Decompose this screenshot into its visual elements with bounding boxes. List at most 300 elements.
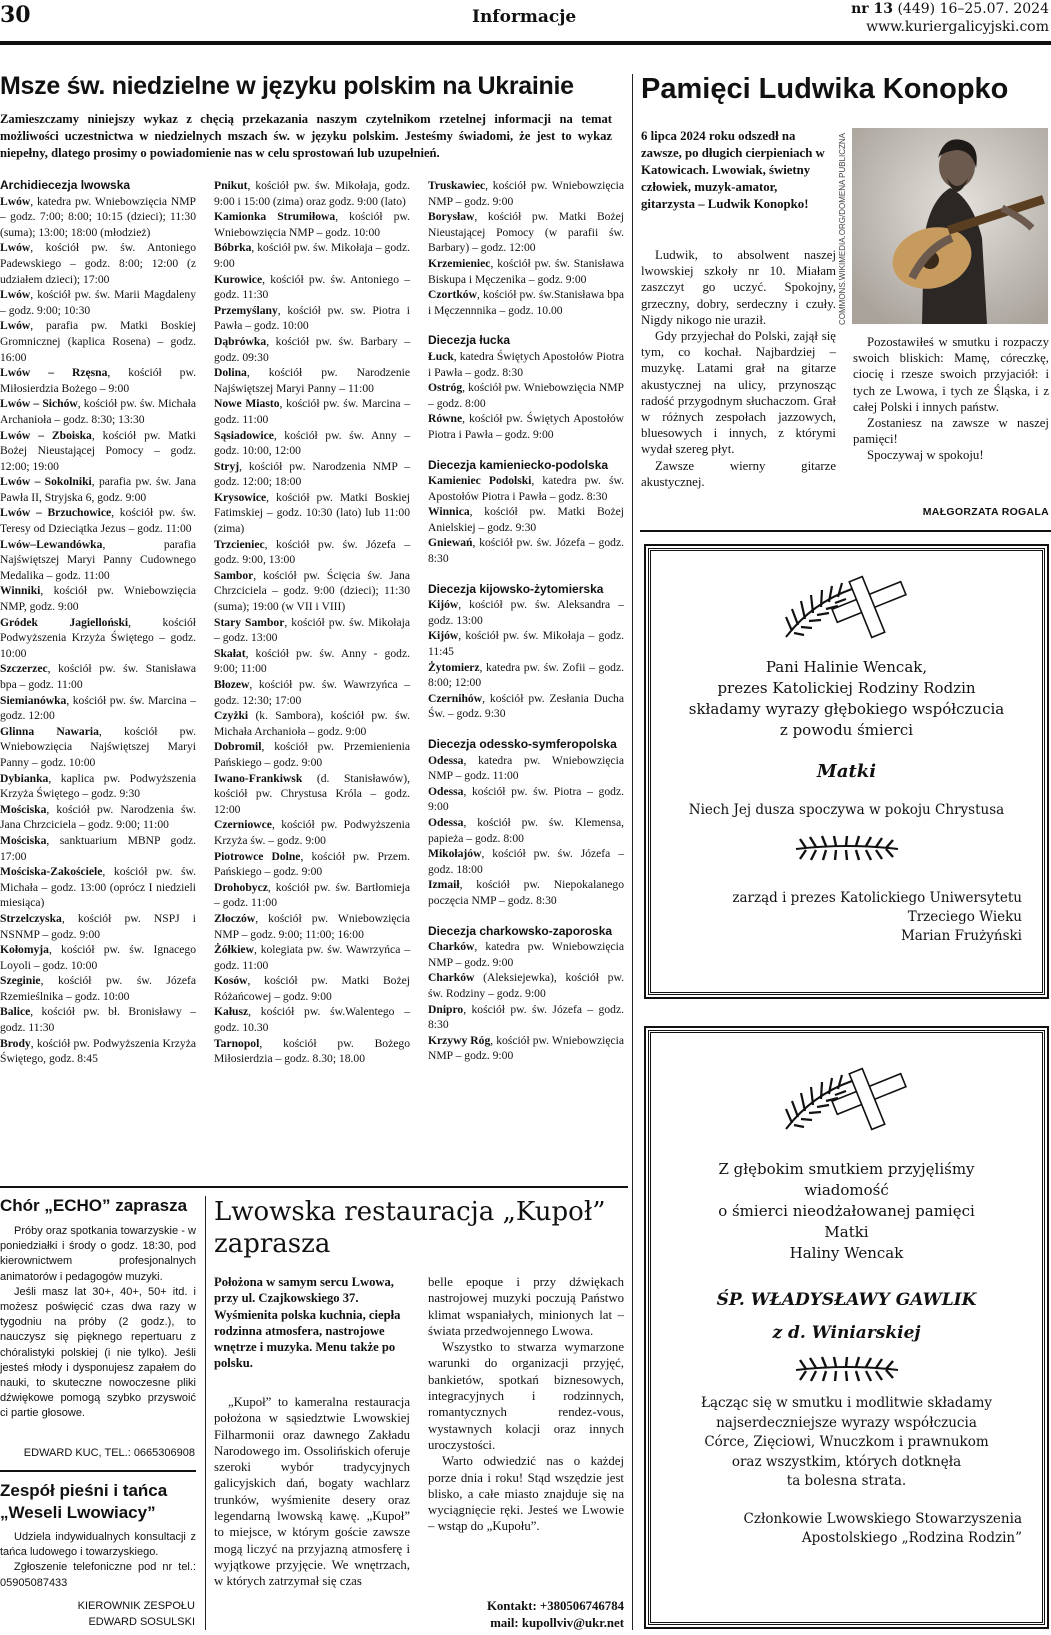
signature-line: Apostolskiego „Rodzina Rodzin” <box>801 1530 1022 1546</box>
mass-details: , kolegiata pw. św. Wawrzyńca – godz. 11:00 <box>214 943 410 972</box>
mass-entry <box>214 911 410 942</box>
mass-details: , kościół Podwyższenia Krzyża Świętego – godz. 10:00 <box>0 615 196 660</box>
ensemble-paragraph: Udziela indywidualnych konsultacji z tańca ludowego i towarzyskiego. <box>0 1531 196 1559</box>
mass-entry <box>428 473 624 504</box>
mass-place: Dolina <box>214 366 247 380</box>
mass-entry <box>214 817 410 848</box>
mass-place: Lwów–Lewandówka <box>0 537 103 551</box>
masses-column-2 <box>214 178 410 1067</box>
diocese-heading: Diecezja kijowsko-żytomierska <box>428 581 604 596</box>
mass-place: Kałusz <box>214 1005 249 1019</box>
ensemble-sign-line: EDWARD SOSULSKI <box>88 1616 195 1628</box>
mass-place: Odessa <box>428 784 464 798</box>
condolence-1-prayer: Niech Jej dusza spoczywa w pokoju Chrystusa <box>688 802 1005 818</box>
signature-line: Trzeciego Wieku <box>907 909 1022 925</box>
mass-place: Mościska <box>0 802 47 816</box>
mass-place: Stryj <box>214 459 240 473</box>
mass-place: Lwów <box>0 319 31 333</box>
mass-details: , kościół pw. Matki Bożej Różańcowej – godz. 9:00 <box>214 974 410 1003</box>
palm-cross-icon <box>782 1065 912 1137</box>
spacer <box>428 722 624 733</box>
restaurant-phone: Kontakt: +380506746784 <box>486 1599 624 1613</box>
mass-entry <box>428 380 624 411</box>
masses-intro: Zamieszczamy niniejszy wykaz z chęcią przekazania naszym czytelnikom rzetelnej informacji na temat możliwości uczestnictwa w niedzielnych mszach św. w języku polskim. Jesteśmy świadomi, że jest to wykaz niepełny, dlatego prosimy o powiadomienie nas w celu sprostowań lub uzupełnień. <box>0 112 612 160</box>
mass-entry <box>0 1036 196 1067</box>
signature-line: zarząd i prezes Katolickiego Uniwersytetu <box>732 890 1022 906</box>
condolence-2-body: najserdeczniejsze wyrazy współczucia <box>716 1414 977 1431</box>
mass-details: , parafia Najświętszej Maryi Panny Cudownego Medalika – godz. 11:00 <box>0 537 196 582</box>
mass-entry <box>0 973 196 1004</box>
mass-details: , kościół pw. św. Józefa – godz. 8:30 <box>428 536 624 566</box>
mass-place: Kurowice <box>214 272 263 286</box>
mass-details: , kościół pw. św. Stanisława bpa – godz. 11:00 <box>0 662 196 691</box>
mass-entry <box>214 568 410 615</box>
mass-place: Sambor <box>214 568 254 582</box>
mass-details: , kościół pw. św. Klemensa, papieża – godz. 8:00 <box>428 815 624 845</box>
mass-place: Łuck <box>428 349 454 363</box>
mass-details: , kościół pw. Matki Bożej Anielskiej – godz. 9:30 <box>428 505 624 534</box>
restaurant-lead: Położona w samym sercu Lwowa, przy ul. Czajkowskiego 37. Wyśmienita polska kuchnia, ciepła rodzinna atmosfera, nastrojowe wnętrze i muzyka. Menu także po polsku. <box>214 1275 401 1371</box>
page-number: 30 <box>0 2 31 28</box>
mass-place: Czernihów <box>428 691 483 705</box>
condolence-2-line: Z głębokim smutkiem przyjęliśmy <box>718 1160 975 1178</box>
mass-details: , kościół pw. Podwyższenia Krzyża Świętego, godz. 8:45 <box>0 1036 196 1066</box>
mass-entry <box>428 1002 624 1033</box>
condolence-1-line: z powodu śmierci <box>779 721 914 739</box>
mass-details: , kościół pw. bł. Bronisławy – godz. 11:30 <box>0 1005 196 1035</box>
mass-details: , kościół pw. św. Marcina – godz. 12:00 <box>0 693 196 723</box>
diocese-heading: Diecezja kamieniecko-podolska <box>428 457 609 472</box>
mass-details: , kościół pw. Narodzenie Najświętszej Maryi Panny – 11:00 <box>214 366 410 395</box>
mass-details: , katedra pw. św. Apostołów Piotra i Pawła – godz. 8:30 <box>428 474 624 503</box>
mass-place: Kołomyja <box>0 943 49 957</box>
mass-details: , kościół pw. św. Michała Archanioła – godz. 8:30; 13:30 <box>0 397 196 426</box>
mass-entry <box>428 535 624 566</box>
memorial-bottom-rule <box>640 530 1051 532</box>
mass-details: , kościół pw. Matki Bożej Nieustającej Pomocy – godz. 12:00; 19:00 <box>0 428 196 473</box>
spacer <box>428 318 624 329</box>
mass-details: , kościół pw. sw. Piotra i Pawła – godz. 10:00 <box>214 303 410 333</box>
mass-place: Drohobycz <box>214 880 268 894</box>
mass-details: , kościół pw. Wniebowzięcia NMP – godz. 10:00 <box>214 210 410 239</box>
choir-body <box>0 1224 196 1422</box>
condolence-2-line: o śmierci nieodżałowanej pamięci <box>718 1202 975 1220</box>
guitarist-image <box>852 128 1048 324</box>
mass-entry <box>214 537 410 568</box>
small-column-divider <box>205 1196 206 1630</box>
mass-entry <box>214 739 410 770</box>
restaurant-title: Lwowska restauracja „Kupoł” zaprasza <box>214 1197 606 1259</box>
mass-place: Przemyślany <box>214 303 278 317</box>
mass-place: Lwów – Rzęsna <box>0 366 108 380</box>
mass-entry <box>214 615 410 646</box>
mass-details: (Aleksiejewka), kościół pw. św. Rodziny – godz. 9:00 <box>428 971 624 1000</box>
mass-place: Gródek Jagielloński <box>0 615 129 629</box>
mass-entry <box>428 970 624 1001</box>
mass-details: , kościół pw. św. Józefa – godz. 8:30 <box>428 1002 624 1032</box>
mass-place: Krzywy Róg <box>428 1033 491 1047</box>
issue-date: (449) 16–25.07. 2024 <box>897 1 1049 17</box>
mass-entry <box>428 209 624 256</box>
mass-entry <box>214 209 410 240</box>
mass-entry <box>428 877 624 908</box>
palm-branch-icon <box>792 1356 902 1382</box>
mass-details: , kościół pw. św. Marii Magdaleny – godz. 9:00; 10:30 <box>0 288 196 317</box>
diocese-heading: Diecezja charkowsko-zaporoska <box>428 923 613 938</box>
mass-place: Winnica <box>428 505 470 519</box>
ensemble-title: Zespół pieśni i tańca „Weseli Lwowiacy” <box>0 1481 168 1522</box>
restaurant-body-1: „Kupoł” to kameralna restauracja położona w sąsiedztwie Lwowskiej Filharmonii oraz dawnego Zakładu Narodowego im. Ossolińskich oferuje szeroki wybór tradycyjnych galicyjskich dań, bogaty wachlarz trunków, wyśmienite desery oraz legendarną lwowską kawę. „Kupoł” to miejsce, w którym goście zawsze mogą liczyć na przyjazną atmosferę i wyjątkowe przyjęcie. We wnętrzach, w których zatrzymał się czas <box>214 1395 410 1589</box>
mass-details: , kaplica pw. Podwyższenia Krzyża Świętego – godz. 9:30 <box>0 771 196 801</box>
condolence-1-line: składamy wyrazy głębokiego współczucia <box>688 700 1005 718</box>
header-rule <box>0 41 1051 45</box>
mass-details: , kościół pw. Narodzenia św. Jana Chrzciciela – godz. 9:00; 11:00 <box>0 802 196 832</box>
mass-place: Mościska-Zakościele <box>0 865 103 879</box>
mass-place: Czyżki <box>214 709 249 723</box>
mass-place: Lwów <box>0 288 31 302</box>
column-divider <box>632 74 633 1630</box>
memorial-lead: 6 lipca 2024 roku odszedł na zawsze, po długich cierpieniach w Katowicach. Lwowiak, świetny człowiek, muzyk-amator, gitarzysta – Ludwik Konopko! <box>641 129 825 211</box>
mass-details: , parafia pw. Matki Boskiej Gromnicznej (kaplica Rosena) – godz. 16:00 <box>0 319 196 364</box>
condolence-2-line: Haliny Wencak <box>789 1244 904 1262</box>
mass-details: , kościół pw. św. Marcina – godz. 11:00 <box>214 397 411 426</box>
memorial-title: Pamięci Ludwika Konopko <box>641 73 1009 105</box>
mass-entry <box>428 178 624 209</box>
mass-place: Tarnopol <box>214 1036 260 1050</box>
mass-place: Charków <box>428 971 475 985</box>
mass-place: Lwów <box>0 241 31 255</box>
mass-details: , kościół pw. św. Mikołaja – godz. 11:45 <box>428 629 624 659</box>
masses-column-1 <box>0 178 196 1067</box>
mass-place: Gniewań <box>428 536 473 550</box>
memorial-paragraph: Zostaniesz na zawsze w naszej pamięci! <box>853 416 1049 447</box>
mass-details: (k. Sambora), kościół pw. św. Michała Archanioła – godz. 9:00 <box>214 709 410 738</box>
section-divider <box>0 1186 628 1188</box>
spacer <box>428 567 624 578</box>
mass-entry <box>428 287 624 318</box>
mass-place: Szczerzec <box>0 662 48 676</box>
mass-entry <box>0 240 196 287</box>
mass-place: Brody <box>0 1036 31 1050</box>
mass-details: , kościół pw. św. Ignacego Loyoli – godz. 10:00 <box>0 943 196 972</box>
mass-details: , kościół pw. Narodzenia NMP – godz. 12:00; 18:00 <box>214 459 410 489</box>
mass-entry <box>428 939 624 970</box>
mass-details: , kościół pw. Przemienienia Pańskiego – godz. 9:00 <box>214 740 410 769</box>
mass-place: Balice <box>0 1005 31 1019</box>
mass-place: Kijów <box>428 629 459 643</box>
mass-entry <box>214 973 410 1004</box>
condolence-2-line: Matki <box>824 1223 869 1241</box>
mass-entry <box>0 365 196 396</box>
mass-details: , kościół pw. Matki Bożej Nieustającej Pomocy (w parafii św. Barbary) – godz. 12:00 <box>428 210 624 255</box>
mass-place: Winniki <box>0 584 41 598</box>
mass-details: , kościół pw. św. Mikołaja – godz. 9:00 <box>214 241 410 270</box>
mass-entry <box>0 724 196 771</box>
mass-details: , kościół pw. św. Mikołaja, godz. 9:00 i 15:00 (zima) oraz godz. 9:00 (lato) <box>214 179 410 208</box>
mass-entry <box>428 628 624 659</box>
mass-place: Lwów – Sichów <box>0 397 78 411</box>
ensemble-sign-line: KIEROWNIK ZESPOŁU <box>77 1600 195 1612</box>
mass-entry <box>0 1004 196 1035</box>
mass-details: , katedra pw. św. Zofii – godz. 8:00; 12:00 <box>428 660 624 690</box>
mass-entry <box>428 411 624 442</box>
choir-title: Chór „ECHO” zaprasza <box>0 1196 188 1215</box>
mass-entry <box>214 646 410 677</box>
mass-place: Mikołajów <box>428 847 482 861</box>
mass-entry <box>214 428 410 459</box>
memorial-author: MAŁGORZATA ROGALA <box>922 506 1049 518</box>
issue-info <box>851 0 1049 36</box>
mass-place: Lwów <box>0 194 31 208</box>
choir-paragraph: Jeśli masz lat 30+, 40+, 50+ itd. i możesz poświęcić czas dwa razy w tygodniu na próby (2 godz.), to nauczysz się pięknego repertuaru z chóralistyki polskiej (i nie tylko). Jeśli jesteś młody i dysponujesz zapałem do nauki, to skuteczne nowoczesne pliki dźwiękowe pomogą szybko przyswoić ci partie głosowe. <box>0 1285 196 1420</box>
memorial-paragraph: Ludwik, to absolwent naszej lwowskiej szkoły nr 10. Miałam zaszczyt go uczyć. Spokojny, grzeczny, dobry, serdeczny i czuły. Nigdy nikogo nie uraził. <box>641 248 836 327</box>
mass-details: , kościół pw. św. Piotra – godz. 9:00 <box>428 784 624 814</box>
mass-entry <box>428 815 624 846</box>
mass-place: Nowe Miasto <box>214 397 280 411</box>
mass-details: , katedra pw. Wniebowzięcia NMP – godz. 9:00 <box>428 940 624 969</box>
mass-details: , kościół pw. NSPJ i NSNMP – godz. 9:00 <box>0 911 196 941</box>
mass-details: , kościół pw. św. Mikołaja – godz. 13:00 <box>214 615 410 645</box>
mass-entry <box>428 784 624 815</box>
mass-entry <box>214 849 410 880</box>
mass-entry <box>428 660 624 691</box>
mass-details: , kościół pw. św.Walentego – godz. 10.30 <box>214 1005 410 1035</box>
restaurant-paragraph: Warto odwiedzić nas o każdej porze dnia i roku! Stąd wszędzie jest blisko, a całe miasto znajduje się na wyciągnięcie ręki. Jesteś we Lwowie – wstąp do „Kupołu”. <box>428 1454 624 1534</box>
mass-place: Strzelczyska <box>0 911 62 925</box>
restaurant-paragraph: belle epoque i przy dźwiękach nastrojowej muzyki poczują Państwo klimat wspaniałych, minionych lat – świata przedwojennego Lwowa. <box>428 1275 624 1338</box>
mass-place: Dybianka <box>0 771 49 785</box>
mass-entry <box>428 349 624 380</box>
mass-place: Kamionka Strumiłowa <box>214 210 336 224</box>
memorial-paragraph: Gdy przyjechał do Polski, zajął się tym, co kochał. Najbardziej – muzykę. Latami grał na gitarze akustycznej na ulicy, przynosząc radość przygodnym słuchaczom. Grał w różnych zespołach jazzowych, bluesowych i innych, z którymi wydał szereg płyt. <box>641 329 836 457</box>
deceased-maiden-name: z d. Winiarskiej <box>772 1323 921 1343</box>
mass-entry <box>214 178 410 209</box>
mass-details: , kościół pw. św. Anny - godz. 9:00; 11:00 <box>214 646 410 676</box>
ensemble-signature <box>78 1598 195 1630</box>
mass-details: , parafia pw. św. Jana Pawła II, Stryjska 6, godz. 9:00 <box>0 475 196 504</box>
mass-place: Glinna Nawaria <box>0 724 99 738</box>
mass-entry <box>214 880 410 911</box>
mass-entry <box>214 303 410 334</box>
mass-place: Czerniowce <box>214 818 272 832</box>
condolence-card-1 <box>648 548 1045 995</box>
restaurant-email: mail: kupollviv@ukr.net <box>490 1616 624 1630</box>
mass-entry <box>0 318 196 365</box>
memorial-paragraph: Spoczywaj w spokoju! <box>867 448 984 463</box>
mass-details: , kościół pw. św. Antoniego Padewskiego – godz. 8:00; 12:00 (z udziałem dzieci); 17:00 <box>0 241 196 286</box>
mass-entry <box>0 693 196 724</box>
mass-entry <box>0 911 196 942</box>
mass-entry <box>0 396 196 427</box>
restaurant-paragraph: Wszystko to stwarza wymarzone warunki do organizacji przyjęć, bankietów, spotkań biznesowych, integracyjnych i rodzinnych, romantycznych rendez-vous, wystawnych kolacji oraz innych uroczystości. <box>428 1340 624 1452</box>
mass-entry <box>0 661 196 692</box>
mass-place: Żytomierz <box>428 660 480 674</box>
mass-place: Błozew <box>214 678 250 691</box>
mass-entry <box>0 802 196 833</box>
mass-entry <box>214 1004 410 1035</box>
mass-place: Odessa <box>428 815 464 829</box>
mass-details: , kościół pw. św. Barbary – godz. 09:30 <box>214 334 410 364</box>
mass-place: Iwano-Frankiwsk <box>214 771 303 785</box>
choir-signature: EDWARD KUC, TEL.: 0665306908 <box>23 1447 195 1459</box>
mass-entry <box>214 272 410 303</box>
condolence-2-line: wiadomość <box>804 1181 889 1199</box>
mass-place: Pnikut <box>214 179 248 192</box>
condolence-2-body: oraz wszystkim, których dotknęła <box>731 1453 962 1470</box>
mass-entry <box>0 833 196 864</box>
mass-place: Borysław <box>428 210 475 224</box>
memorial-body-right <box>853 334 1049 464</box>
mass-place: Krysowice <box>214 490 267 504</box>
mass-entry <box>0 615 196 662</box>
mass-details: , kościół pw. Matki Boskiej Fatimskiej – godz. 10:30 (lato) lub 11:00 (zima) <box>214 490 410 536</box>
mass-entry <box>214 490 410 537</box>
condolence-1-emphasis: Matki <box>816 761 877 782</box>
restaurant-body-2 <box>428 1274 624 1535</box>
mass-entry <box>0 474 196 505</box>
mass-place: Równe <box>428 412 463 426</box>
mass-details: , kościół pw. św. Antoniego – godz. 11:30 <box>214 272 410 302</box>
mass-place: Dąbrówka <box>214 334 267 348</box>
issue-number: nr 13 <box>851 1 894 17</box>
deceased-name: ŚP. WŁADYSŁAWY GAWLIK <box>716 1290 977 1310</box>
mass-details: , kościół pw. Świętych Apostołów Piotra i Pawła – godz. 9:00 <box>428 412 624 441</box>
mass-details: , kościół pw. św. Wawrzyńca – godz. 12:30; 17:00 <box>214 678 410 707</box>
mass-entry <box>428 1033 624 1064</box>
mass-entry <box>214 365 410 396</box>
diocese-heading: Diecezja łucka <box>428 333 511 348</box>
condolence-2-body: Córce, Zięciowi, Wnuczkom i prawnukom <box>704 1434 989 1450</box>
mass-details: , kościół pw. Wniebowzięcia Najświętszej Maryi Panny – godz. 10:00 <box>0 724 196 769</box>
mass-place: Dnipro <box>428 1002 464 1016</box>
mass-entry <box>214 240 410 271</box>
memorial-paragraph: Zawsze wierny gitarze akustycznej. <box>641 458 836 489</box>
mass-entry <box>428 504 624 535</box>
mass-entry <box>214 1036 410 1067</box>
mass-entry <box>0 428 196 475</box>
choir-divider <box>0 1470 196 1472</box>
mass-place: Czortków <box>428 288 477 302</box>
mass-place: Ostróg <box>428 381 463 395</box>
mass-place: Siemianówka <box>0 693 67 707</box>
mass-details: , kościół pw. Niepokalanego poczęcia NMP – godz. 8:30 <box>428 878 624 907</box>
mass-details: , kościół pw. św. Bartłomieja – godz. 11:00 <box>214 880 410 910</box>
mass-details: , katedra pw. Wniebowzięcia NMP – godz. 7:00; 8:00; 10:15 (dzieci); 11:30 (suma); 13:00; 18:00 (młodzież) <box>0 194 196 239</box>
mass-details: , kościół pw. Przem. Pańskiego – godz. 9:00 <box>214 849 410 879</box>
mass-entry <box>214 677 410 708</box>
palm-branch-icon <box>792 835 902 861</box>
mass-details: , kościół pw. Bożego Miłosierdzia – godz. 8.30; 18.00 <box>214 1036 410 1066</box>
mass-entry <box>214 771 410 818</box>
website: www.kuriergalicyjski.com <box>866 19 1049 35</box>
mass-place: Krzemieniec <box>428 256 491 270</box>
mass-details: , kościół pw. Podwyższenia Krzyża św. – godz. 9:00 <box>214 818 410 847</box>
condolence-2-body: ta bolesna strata. <box>786 1473 907 1489</box>
mass-place: Złoczów <box>214 911 256 925</box>
mass-place: Skałat <box>214 646 246 660</box>
mass-entry <box>428 597 624 628</box>
mass-details: , kościół pw. Wniebowzięcia NMP – godz. 9:00 <box>428 179 624 208</box>
ensemble-body <box>0 1530 196 1591</box>
page-header <box>0 0 1051 41</box>
palm-cross-icon <box>782 573 912 645</box>
mass-entry <box>428 846 624 877</box>
mass-details: , kościół pw. św. Teresy od Dzieciątka Jezus – godz. 11:00 <box>0 506 196 536</box>
mass-entry <box>214 708 410 739</box>
mass-details: , kościół pw. Miłosierdzia Bożego – 9:00 <box>0 366 196 395</box>
diocese-heading: Archidiecezja lwowska <box>0 178 131 192</box>
mass-details: , kościół pw. św. Józefa – godz. 9:00, 13:00 <box>214 537 410 567</box>
section-name: Informacje <box>472 7 577 27</box>
mass-place: Lwów – Sokolniki <box>0 475 92 489</box>
mass-details: , kościół pw. św.Stanisława bpa i Męczennnika – godz. 10.00 <box>428 288 624 317</box>
mass-place: Dobromil <box>214 740 262 754</box>
mass-details: , kościół pw. św. Józefa – godz. 18:00 <box>428 847 624 876</box>
condolence-1-signature <box>651 889 1042 946</box>
mass-place: Odessa <box>428 753 464 767</box>
signature-line: Członkowie Lwowskiego Stowarzyszenia <box>743 1510 1022 1527</box>
mass-details: , katedra pw. Wniebowzięcia NMP – godz. 11:00 <box>428 753 624 783</box>
memorial-body-left <box>641 247 836 490</box>
mass-place: Lwów – Zboiska <box>0 428 92 442</box>
mass-entry <box>214 459 410 490</box>
mass-entry <box>0 505 196 536</box>
mass-place: Bóbrka <box>214 241 252 255</box>
mass-details: , katedra Świętych Apostołów Piotra i Pawła – godz. 8:30 <box>428 349 624 379</box>
mass-place: Kijów <box>428 598 459 612</box>
mass-place: Izmaił <box>428 878 460 892</box>
choir-paragraph: Próby oraz spotkania towarzyskie - w poniedziałki i środy o godz. 18:30, pod kierownictwem profesjonalnych animatorów i pedagogów muzyki. <box>0 1225 196 1283</box>
diocese-heading: Diecezja odessko-symferopolska <box>428 737 617 751</box>
mass-entry <box>214 396 410 427</box>
mass-details: , kościół pw. św. Michała – godz. 13:00 (oprócz I niedzieli miesiąca) <box>0 865 196 910</box>
masses-title: Msze św. niedzielne w języku polskim na Ukrainie <box>0 72 574 100</box>
restaurant-contact <box>428 1598 624 1632</box>
mass-details: (d. Stanisławów), kościół pw. Chrystusa Króla – godz. 12:00 <box>214 771 410 816</box>
mass-entry <box>214 334 410 365</box>
mass-place: Stary Sambor <box>214 615 285 629</box>
spacer <box>428 909 624 920</box>
mass-place: Mościska <box>0 833 47 847</box>
mass-details: , kościół pw. Wniebowzięcia NMP – godz. 9:00; 11:00; 16:00 <box>214 911 410 941</box>
condolence-1-line: Pani Halinie Wencak, <box>765 658 928 676</box>
mass-entry <box>214 942 410 973</box>
mass-place: Kosów <box>214 974 248 988</box>
mass-details: , kościół pw. Zesłania Ducha Św. – godz. 9:30 <box>428 691 624 721</box>
mass-place: Lwów – Brzuchowice <box>0 506 112 520</box>
condolence-2-body: Łącząc się w smutku i modlitwie składamy <box>700 1395 993 1411</box>
mass-entry <box>428 753 624 784</box>
ensemble-paragraph: Zgłoszenie telefoniczne pod nr tel.: 05905087433 <box>0 1561 196 1589</box>
mass-place: Kamieniec Podolski <box>428 474 532 488</box>
mass-details: , kościół pw. Wniebowzięcia NMP – godz. 8:00 <box>428 381 624 410</box>
mass-entry <box>0 537 196 584</box>
mass-details: , kościół pw. św. Anny – godz. 10:00, 12:00 <box>214 428 410 458</box>
mass-place: Piotrowce Dolne <box>214 849 301 863</box>
memorial-paragraph: Pozostawiłeś w smutku i rozpaczy swoich bliskich: Mamę, córeczkę, ciocię i rzesze swoich przyjaciół: i tych ze Lwowa, i tych ze Śląska, i z całej Polski i innych państw. <box>853 335 1049 414</box>
mass-entry <box>0 771 196 802</box>
photo-credit: COMMONS.WIKIMEDIA.ORG/DOMENA PUBLICZNA <box>838 132 847 325</box>
condolence-1-line: prezes Katolickiej Rodziny Rodzin <box>717 679 976 697</box>
mass-details: , kościół pw. Wniebowzięcia NMP – godz. 9:00 <box>428 1033 624 1063</box>
mass-place: Żółkiew <box>214 943 254 957</box>
signature-line: Marian Frużyński <box>900 928 1022 944</box>
mass-place: Truskawiec <box>428 179 486 192</box>
spacer <box>428 443 624 454</box>
mass-entry <box>0 287 196 318</box>
mass-place: Charków <box>428 940 475 954</box>
mass-entry <box>428 691 624 722</box>
